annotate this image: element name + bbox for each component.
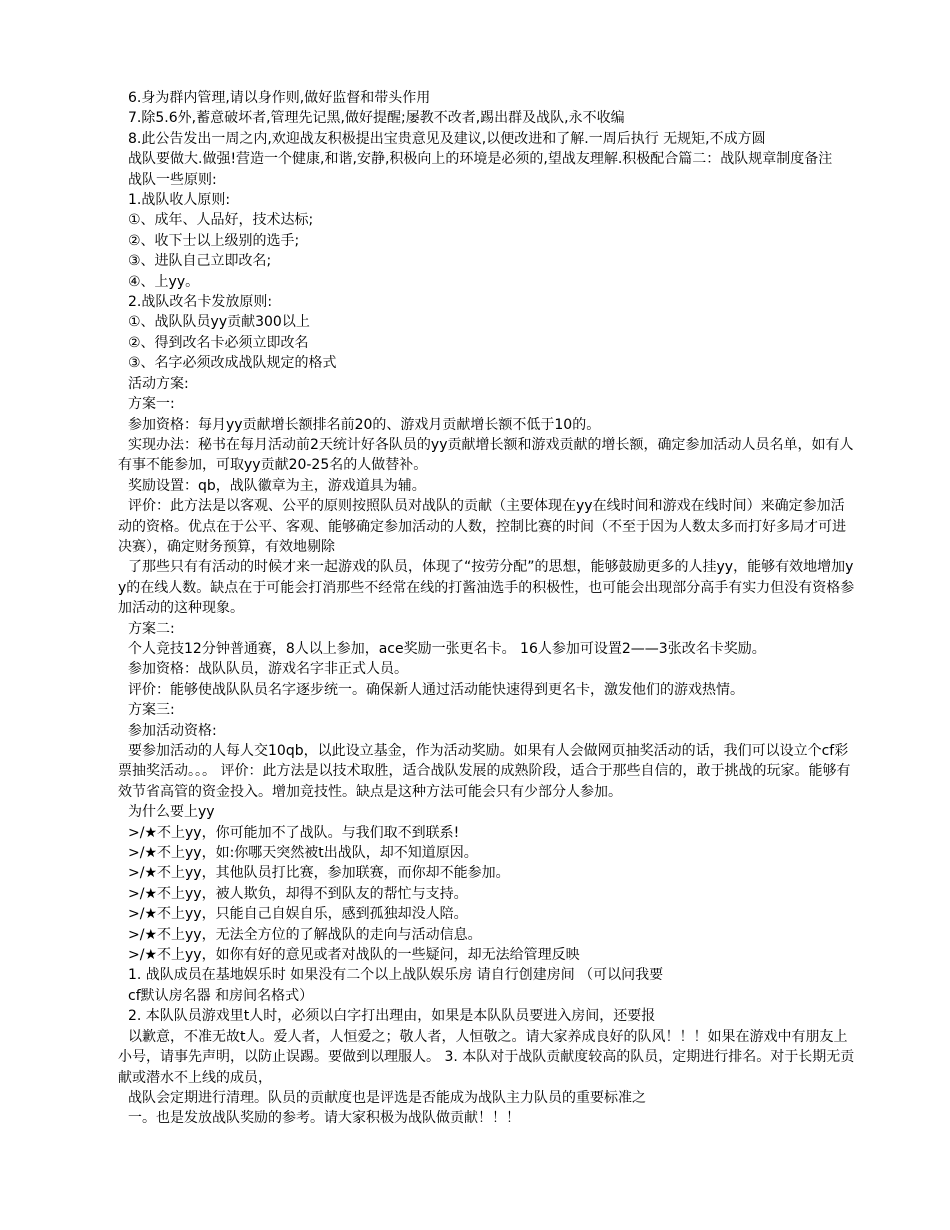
text-line: ②、得到改名卡必须立即改名 [128,334,309,351]
text-line: 奖励设置：qb，战队徽章为主，游戏道具为辅。 [128,477,426,494]
text-line: 个人竞技12分钟普通赛，8人以上参加，ace奖励一张更名卡。 16人参加可设置2——3张改名卡奖励。 [128,640,766,657]
text-line: ③、进队自己立即改名; [128,253,272,270]
text-line: 以歉意，不准无故t人。爱人者，人恒爱之；敬人者，人恒敬之。请大家养成良好的队风！！！如果在游戏中有朋友上小号，请事先声明，以防止误踢。要做到以理服人。 3. 本队对于战队贡献度较高的队员，定期进行排名。对于长期无贡献或潜水不上线的成员， [118,1028,855,1086]
text-line: 实现办法：秘书在每月活动前2天统计好各队员的yy贡献增长额和游戏贡献的增长额，确定参加活动人员名单，如有人有事不能参加，可取yy贡献20-25名的人做替补。 [118,436,854,474]
text-line: >/★不上yy，你可能加不了战队。与我们取不到联系! [128,824,460,841]
text-line: 战队一些原则: [128,171,217,188]
text-line: 一。也是发放战队奖励的参考。请大家积极为战队做贡献！！！ [128,1110,520,1127]
text-line: ③、名字必须改成战队规定的格式 [128,355,337,372]
text-line: >/★不上yy，如你有好的意见或者对战队的一些疑问，却无法给管理反映 [128,947,580,964]
text-line: 评价：能够使战队队员名字逐步统一。确保新人通过活动能快速得到更名卡，激发他们的游戏热情。 [128,681,744,698]
text-line: 7.除5.6外,蓄意破坏者,管理先记黑,做好提醒;屡教不改者,踢出群及战队,永不收编 [128,110,625,127]
text-line: 6.身为群内管理,请以身作则,做好监督和带头作用 [128,90,431,106]
text-line: 方案二: [128,620,175,637]
text-line: >/★不上yy，被人欺负，却得不到队友的帮忙与支持。 [128,885,468,902]
text-line: 了那些只有有活动的时候才来一起游戏的队员，体现了“按劳分配”的思想，能够鼓励更多的人挂yy，能够有效地增加yy的在线人数。缺点在于可能会打消那些不经常在线的打酱油选手的积极性，也可能会出现部分高手有实力但没有资格参加活动的这种现象。 [118,559,855,617]
text-line: 方案三: [128,702,175,719]
text-line: 战队会定期进行清理。队员的贡献度也是评选是否能成为战队主力队员的重要标准之 [128,1089,646,1106]
text-line: 要参加活动的人每人交10qb，以此设立基金，作为活动奖励。如果有人会做网页抽奖活动的话，我们可以设立个cf彩票抽奖活动。。。 评价：此方法是以技术取胜，适合战队发展的成熟阶段，适合于那些自信的，敢于挑战的玩家。能够有效节省高管的资金投入。增加竞技性。缺点是这种方法可能会只有少部分人参加。 [118,743,851,800]
text-line: 活动方案: [128,375,189,392]
text-line: 方案一: [128,396,175,413]
text-line: 参加资格：每月yy贡献增长额排名前20的、游戏月贡献增长额不低于10的。 [128,416,601,433]
text-line: 参加资格：战队队员，游戏名字非正式人员。 [128,661,408,678]
text-line: 为什么要上yy [128,804,215,821]
text-line: ④、上yy。 [128,273,200,290]
text-line: 1.战队收人原则: [128,192,231,209]
document-body [118,88,858,1129]
text-line: cf默认房名器 和房间名格式） [128,987,314,1004]
text-line: 2.战队改名卡发放原则: [128,294,273,311]
text-line: ②、收下士以上级别的选手; [128,232,300,249]
text-line: 战队要做大.做强!营造一个健康,和谐,安静,积极向上的环境是必须的,望战友理解.积极配合篇二：战队规章制度备注 [128,151,833,168]
text-line: 评价：此方法是以客观、公平的原则按照队员对战队的贡献（主要体现在yy在线时间和游戏在线时间）来确定参加活动的资格。优点在于公平、客观、能够确定参加活动的人数，控制比赛的时间（不至于因为人数太多而打好多局才可进决赛），确定财务预算，有效地剔除 [118,498,846,555]
text-line: 1. 战队成员在基地娱乐时 如果没有二个以上战队娱乐房 请自行创建房间 （可以问我要 [128,967,664,984]
text-line: >/★不上yy，如:你哪天突然被t出战队，却不知道原因。 [128,845,478,862]
text-line: >/★不上yy，其他队员打比赛，参加联赛，而你却不能参加。 [128,865,510,882]
text-line: 参加活动资格: [128,722,217,739]
text-line: >/★不上yy，无法全方位的了解战队的走向与活动信息。 [128,926,482,943]
text-line: 8.此公告发出一周之内,欢迎战友积极提出宝贵意见及建议,以便改进和了解.一周后执行 无规矩,不成方圆 [128,130,766,147]
text-line: ①、战队队员yy贡献300以上 [128,314,310,331]
text-line: ①、成年、人品好，技术达标; [128,212,314,229]
text-line: 2. 本队队员游戏里t人时，必须以白字打出理由，如果是本队队员要进入房间，还要报 [128,1008,656,1025]
text-line: >/★不上yy，只能自己自娱自乐，感到孤独却没人陪。 [128,906,468,923]
